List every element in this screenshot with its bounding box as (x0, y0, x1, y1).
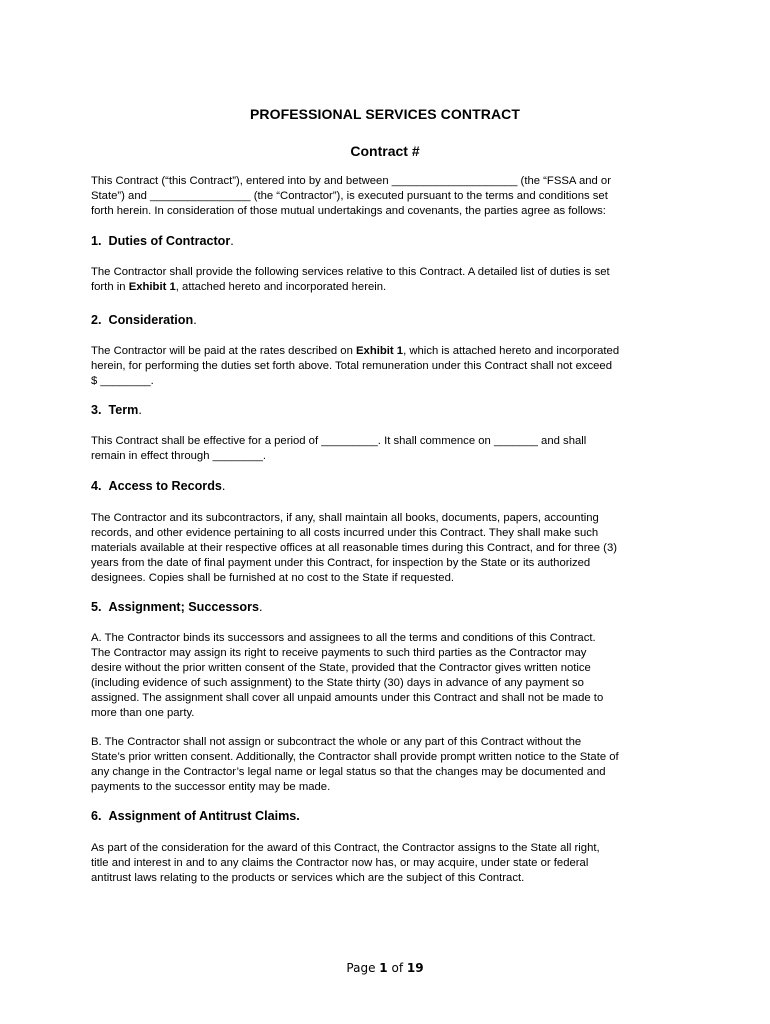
section-6-heading (91, 809, 300, 823)
body-line: State’s prior written consent. Additionally, the Contractor shall provide prompt written notice to the State of (91, 751, 619, 763)
section-title: Term (108, 403, 139, 417)
page-word: Page (346, 961, 376, 975)
body-line: records, and other evidence pertaining to all costs incurred under this Contract. They shall make such (91, 527, 599, 539)
section-4-heading (91, 479, 225, 493)
body-line: (including evidence of such assignment) to the State thirty (30) days in advance of any payment so (91, 677, 584, 689)
intro-paragraph (91, 174, 691, 219)
body-line: materials available at their respective offices at all reasonable times during this Contract, and for three (3) (91, 542, 617, 554)
section-title: Consideration (108, 313, 194, 327)
section-title: Duties of Contractor (108, 234, 231, 248)
body-line: assigned. The assignment shall cover all unpaid amounts under this Contract and shall not be made to (91, 692, 604, 704)
body-text: , which is attached hereto and incorporated (403, 345, 620, 357)
intro-line: forth herein. In consideration of those mutual undertakings and covenants, the parties agree as follows: (91, 205, 606, 217)
section-number: 5. (91, 600, 102, 614)
exhibit-reference: Exhibit 1 (356, 345, 404, 357)
body-line: $ ________. (91, 375, 154, 387)
total-page-count: 19 (406, 961, 424, 975)
exhibit-reference: Exhibit 1 (128, 281, 176, 293)
body-line: more than one party. (91, 707, 195, 719)
body-line: antitrust laws relating to the products or services which are the subject of this Contract. (91, 872, 525, 884)
section-title: Assignment of Antitrust Claims. (108, 809, 300, 823)
body-line: desire without the prior written consent of the State, provided that the Contractor gives written notice (91, 662, 591, 674)
section-2-body (91, 344, 691, 389)
body-line: years from the date of final payment under this Contract, for inspection by the State or its authorized (91, 557, 591, 569)
intro-line: State”) and ________________ (the “Contractor”), is executed pursuant to the terms and conditions set (91, 190, 608, 202)
body-line: This Contract shall be effective for a period of _________. It shall commence on _______ and shall (91, 435, 587, 447)
section-3-body (91, 434, 691, 464)
body-line: A. The Contractor binds its successors and assignees to all the terms and conditions of this Contract. (91, 632, 596, 644)
section-number: 6. (91, 809, 102, 823)
section-1-heading (91, 234, 234, 248)
section-title: Assignment; Successors (108, 600, 259, 614)
page-footer (0, 961, 770, 975)
section-title-suffix: . (259, 600, 263, 614)
section-number: 3. (91, 403, 102, 417)
section-title: Access to Records (108, 479, 222, 493)
section-number: 2. (91, 313, 102, 327)
current-page-number: 1 (379, 961, 388, 975)
body-text: forth in (91, 281, 129, 293)
section-title-suffix: . (221, 479, 226, 493)
document-title: PROFESSIONAL SERVICES CONTRACT (249, 106, 521, 122)
body-line: The Contractor shall provide the following services relative to this Contract. A detailed list of duties is set (91, 266, 610, 278)
intro-line: This Contract (“this Contract”), entered into by and between ____________________ (the “FSSA and or (91, 175, 611, 187)
body-line: The Contractor and its subcontractors, if any, shall maintain all books, documents, papers, accounting (91, 512, 599, 524)
section-number: 1. (91, 234, 102, 248)
section-1-body (91, 265, 691, 295)
section-2-heading (91, 313, 197, 327)
section-5-paragraph-b (91, 735, 691, 795)
section-5-heading (91, 600, 263, 614)
body-line: payments to the successor entity may be made. (91, 781, 331, 793)
section-3-heading (91, 403, 142, 417)
section-6-body (91, 841, 691, 886)
section-5-paragraph-a (91, 631, 691, 721)
body-line: B. The Contractor shall not assign or subcontract the whole or any part of this Contract without the (91, 736, 582, 748)
body-line: designees. Copies shall be furnished at no cost to the State if requested. (91, 572, 454, 584)
section-title-suffix: . (138, 403, 142, 417)
body-line: herein, for performing the duties set forth above. Total remuneration under this Contract shall not exceed (91, 360, 612, 372)
section-title-suffix: . (193, 313, 197, 327)
contract-number-heading: Contract # (350, 143, 420, 159)
section-number: 4. (91, 479, 102, 493)
body-line (91, 280, 691, 295)
body-line: remain in effect through ________. (91, 450, 267, 462)
body-line: As part of the consideration for the award of this Contract, the Contractor assigns to the State all right, (91, 842, 600, 854)
section-4-body (91, 511, 691, 586)
body-text: , attached hereto and incorporated herein. (175, 281, 387, 293)
body-line: any change in the Contractor’s legal name or legal status so that the changes may be documented and (91, 766, 606, 778)
body-line (91, 344, 691, 359)
body-text: The Contractor will be paid at the rates described on (91, 345, 356, 357)
body-line: The Contractor may assign its right to receive payments to such third parties as the Contractor may (91, 647, 587, 659)
body-line: title and interest in and to any claims the Contractor now has, or may acquire, under state or federal (91, 857, 589, 869)
section-title-suffix: . (230, 234, 234, 248)
of-word: of (391, 961, 404, 975)
